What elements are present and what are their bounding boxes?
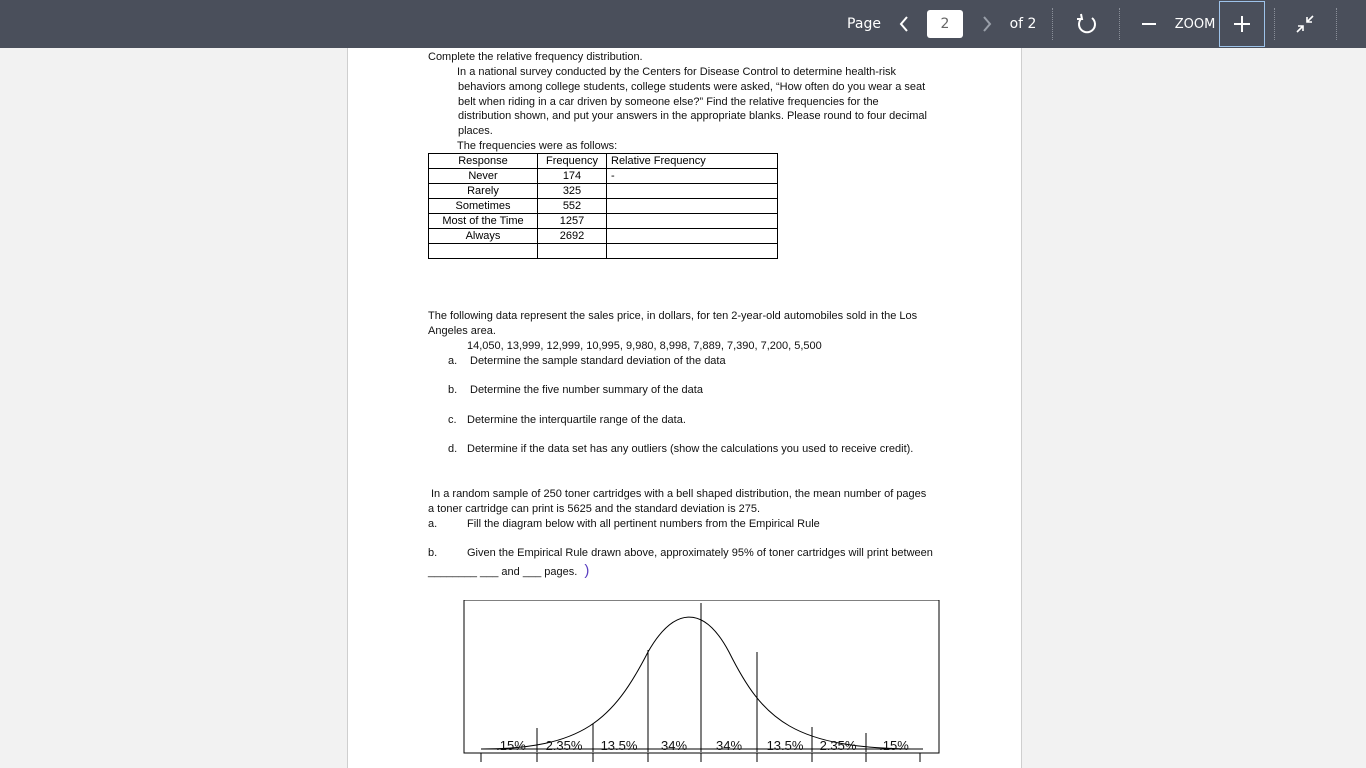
table-cell: 1257: [538, 214, 607, 229]
table-cell: [607, 214, 778, 229]
rotate-icon: [1076, 13, 1098, 35]
minus-icon: [1141, 16, 1157, 32]
zoom-in-button[interactable]: [1219, 1, 1265, 47]
empirical-rule-diagram: [463, 600, 943, 768]
q1-freq-intro: The frequencies were as follows:: [457, 140, 618, 152]
q2-line: Angeles area.: [428, 324, 496, 337]
table-row: [429, 244, 778, 259]
table-cell: 325: [538, 184, 607, 199]
answer-and: and: [501, 566, 520, 578]
q3-line: a toner cartridge can print is 5625 and the standard deviation is 275.: [428, 502, 761, 515]
table-cell: [538, 244, 607, 259]
prev-page-button[interactable]: [893, 0, 915, 48]
table-cell: Sometimes: [429, 199, 538, 214]
zoom-out-button[interactable]: [1136, 0, 1162, 48]
table-cell: [429, 244, 538, 259]
q2-data: 14,050, 13,999, 12,999, 10,995, 9,980, 8,998, 7,889, 7,390, 7,200, 5,500: [467, 340, 822, 352]
exit-fullscreen-button[interactable]: [1290, 0, 1320, 48]
zoom-label: ZOOM: [1174, 16, 1216, 32]
q1-line: places.: [458, 125, 493, 138]
collapse-icon: [1295, 14, 1315, 34]
plus-icon: [1233, 15, 1251, 33]
q3-part-letter: a.: [428, 518, 438, 530]
q2-part-letter: a.: [448, 355, 458, 367]
table-cell: Always: [429, 229, 538, 244]
table-cell: Most of the Time: [429, 214, 538, 229]
q2-part-letter: c.: [448, 414, 457, 426]
q2-part-text: Determine the five number summary of the data: [470, 384, 703, 396]
chevron-left-icon: [898, 15, 910, 33]
q2-line: The following data represent the sales price, in dollars, for ten 2-year-old automobiles sold in the Los: [428, 310, 918, 322]
table-header: Frequency: [538, 154, 607, 169]
diagram-label: 13.5%: [600, 738, 638, 753]
table-row: [429, 229, 778, 244]
page-number-input[interactable]: 2: [927, 10, 963, 38]
table-cell: 174: [538, 169, 607, 184]
table-cell: [607, 184, 778, 199]
table-cell: 2692: [538, 229, 607, 244]
page-label: Page: [847, 16, 881, 32]
table-row: [429, 199, 778, 214]
next-page-button[interactable]: [976, 0, 998, 48]
table-row: [429, 214, 778, 229]
table-cell: [607, 244, 778, 259]
table-row: [429, 184, 778, 199]
diagram-label: .15%: [879, 738, 909, 753]
rotate-button[interactable]: [1072, 0, 1102, 48]
table-header-row: [429, 154, 778, 169]
toolbar-divider: [1336, 8, 1337, 40]
answer-pages: pages.: [544, 566, 578, 578]
q1-title: Complete the relative frequency distribution.: [428, 51, 643, 63]
answer-line: [428, 564, 589, 580]
q1-line: behaviors among college students, college students were asked, “How often do you wear a seat: [458, 80, 926, 93]
table-cell: Rarely: [429, 184, 538, 199]
bell-curve: [481, 617, 919, 749]
diagram-label: 34%: [715, 738, 743, 753]
diagram-label: 2.35%: [819, 738, 857, 753]
diagram-label: 13.5%: [766, 738, 804, 753]
table-cell: Never: [429, 169, 538, 184]
answer-blank: ___: [522, 566, 542, 578]
q1-line: belt when riding in a car driven by someone else?” Find the relative frequencies for the: [458, 95, 879, 108]
table-cell: 552: [538, 199, 607, 214]
diagram-label: 34%: [660, 738, 688, 753]
toolbar-divider: [1119, 8, 1120, 40]
frequency-table: [428, 153, 778, 259]
table-cell: [607, 229, 778, 244]
q3-part-text: Fill the diagram below with all pertinent numbers from the Empirical Rule: [467, 518, 820, 530]
annotation-mark: ): [584, 562, 590, 579]
diagram-label: 2.35%: [545, 738, 583, 753]
table-header: Response: [429, 154, 538, 169]
document-page: [347, 48, 1022, 768]
q2-part-text: Determine the interquartile range of the data.: [467, 414, 686, 426]
table-header: Relative Frequency: [607, 154, 778, 169]
q3-part-text: Given the Empirical Rule drawn above, approximately 95% of toner cartridges will print between: [467, 547, 933, 559]
q2-part-text: Determine if the data set has any outliers (show the calculations you used to receive credit).: [467, 443, 914, 455]
q2-part-letter: b.: [448, 384, 458, 396]
table-cell: [607, 199, 778, 214]
table-row: [429, 169, 778, 184]
sigma-lines: [537, 603, 866, 752]
q2-part-letter: d.: [448, 443, 458, 455]
q3-line: In a random sample of 250 toner cartridges with a bell shaped distribution, the mean number of pages: [431, 488, 927, 500]
toolbar-divider: [1274, 8, 1275, 40]
diagram-label: .15%: [496, 738, 526, 753]
chevron-right-icon: [981, 15, 993, 33]
table-cell: -: [607, 169, 778, 184]
q1-line: distribution shown, and put your answers in the appropriate blanks. Please round to four decimal: [458, 110, 927, 123]
q3-part-letter: b.: [428, 547, 438, 559]
q2-part-text: Determine the sample standard deviation of the data: [470, 355, 726, 367]
q1-line: In a national survey conducted by the Centers for Disease Control to determine health-risk: [457, 66, 897, 78]
viewer-toolbar: [0, 0, 1366, 48]
toolbar-divider: [1052, 8, 1053, 40]
tick-marks: [481, 753, 920, 762]
answer-blank: ________ ___: [428, 566, 499, 578]
total-pages-label: of 2: [1009, 16, 1037, 32]
